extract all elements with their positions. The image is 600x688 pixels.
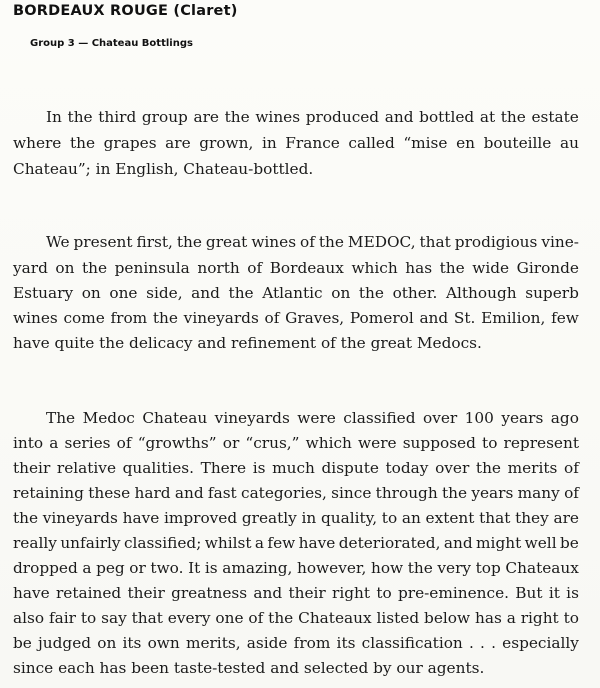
- text-line: since each has been taste-tested and selected by our agents.: [13, 659, 485, 677]
- text-line: Chateau”; in English, Chateau-bottled.: [13, 160, 314, 178]
- text-line: be judged on its own merits, aside from its classification . . . especially: [13, 634, 579, 652]
- text-line: Estuary on one side, and the Atlantic on the other. Although superb: [13, 284, 579, 302]
- text-line: where the grapes are grown, in France called “mise en bouteille au: [13, 134, 579, 152]
- text-line: the vineyards have improved greatly in quality, to an extent that they are: [13, 509, 579, 527]
- text-line: their relative qualities. There is much dispute today over the merits of: [13, 459, 579, 477]
- section-heading: BORDEAUX ROUGE (Claret): [13, 3, 238, 19]
- text-line: have retained their greatness and their right to pre-eminence. But it is: [13, 584, 579, 602]
- text-line: into a series of “growths” or “crus,” which were supposed to represent: [13, 434, 579, 452]
- text-line: In the third group are the wines produced and bottled at the estate: [46, 108, 579, 126]
- text-line: The Medoc Chateau vineyards were classified over 100 years ago: [46, 409, 579, 427]
- text-line: really unfairly classified; whilst a few have deteriorated, and might well be: [13, 534, 579, 552]
- text-line: also fair to say that every one of the Chateaux listed below has a right to: [13, 609, 579, 627]
- text-line: have quite the delicacy and refinement of the great Medocs.: [13, 334, 482, 352]
- text-line: We present first, the great wines of the MEDOC, that prodigious vine-: [46, 233, 579, 251]
- group-subheading: Group 3 — Chateau Bottlings: [30, 38, 193, 49]
- text-line: dropped a peg or two. It is amazing, however, how the very top Chateaux: [13, 559, 579, 577]
- text-line: yard on the peninsula north of Bordeaux which has the wide Gironde: [13, 259, 579, 277]
- text-line: wines come from the vineyards of Graves, Pomerol and St. Emilion, few: [13, 309, 579, 327]
- text-line: retaining these hard and fast categories, since through the years many of: [13, 484, 579, 502]
